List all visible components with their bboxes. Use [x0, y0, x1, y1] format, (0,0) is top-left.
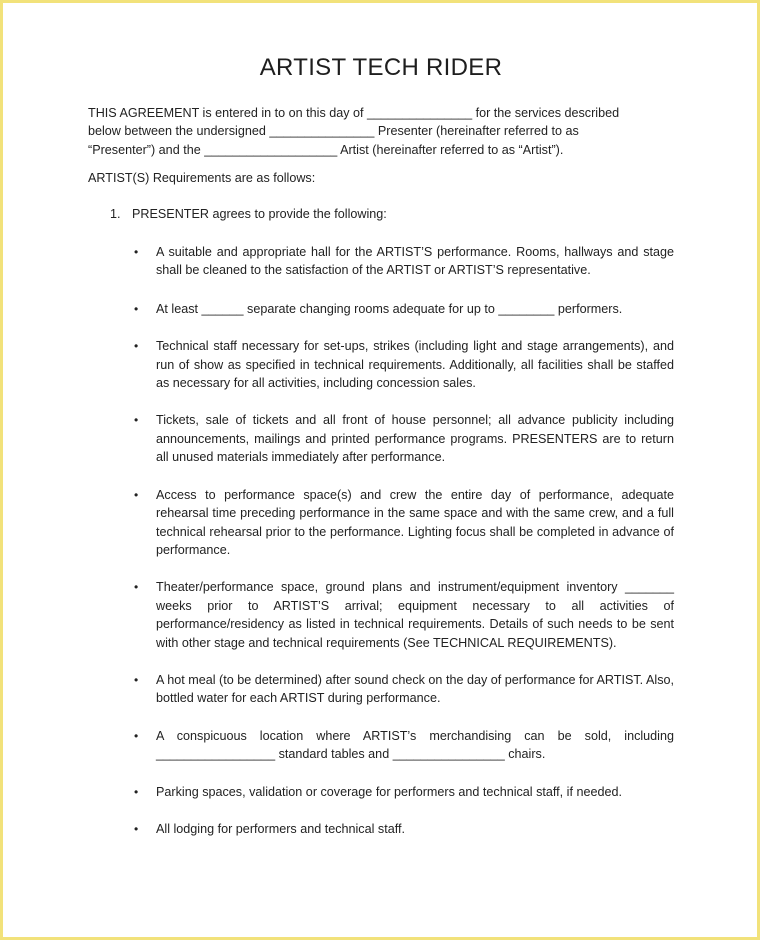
requirement-text: All lodging for performers and technical staff. — [156, 821, 405, 836]
requirement-text: A conspicuous location where ARTIST’s merchandising can be sold, including _________________ standard tables and ________________ chairs. — [156, 728, 674, 762]
requirement-text: Theater/performance space, ground plans and instrument/equipment inventory _______ weeks prior to ARTIST’S arrival; equipment necessary to all activities of performance/residency as listed in technical requirements. Details of such needs to be sent with other stage and technical requirements (See TECHNICAL REQUIREMENTS). — [156, 580, 674, 650]
requirement-text: Tickets, sale of tickets and all front of house personnel; all advance publicity including announcements, mailings and printed performance programs. PRESENTERS are to return all unused materials immediately after performance. — [156, 413, 674, 465]
document-title: ARTIST TECH RIDER — [259, 54, 503, 81]
requirement-item — [88, 727, 674, 764]
requirement-item — [88, 243, 674, 280]
bullet-icon: • — [134, 784, 139, 799]
bullet-icon: • — [134, 821, 139, 836]
bullet-icon: • — [134, 413, 139, 428]
bullet-icon: • — [134, 245, 139, 260]
bullet-icon: • — [134, 487, 139, 502]
requirement-text: Access to performance space(s) and crew the entire day of performance, adequate rehearsal time preceding performance in the same space and with the same crew, and a full technical rehearsal prior to the performance. Lighting focus shall be completed in advance of performance. — [156, 487, 674, 557]
bullet-icon: • — [134, 672, 139, 687]
agreement-line: “Presenter”) and the ___________________ Artist (hereinafter referred to as “Artist”). — [88, 142, 564, 157]
requirement-item — [88, 486, 674, 560]
section-1-heading — [110, 205, 674, 223]
requirement-text: A hot meal (to be determined) after sound check on the day of performance for ARTIST. Also, bottled water for each ARTIST during performance. — [156, 672, 674, 706]
section-heading-text: PRESENTER agrees to provide the following: — [132, 206, 387, 221]
document-page — [88, 52, 674, 838]
agreement-line: below between the undersigned _______________ Presenter (hereinafter referred to as — [88, 124, 579, 139]
requirement-item — [88, 300, 674, 318]
bullet-icon: • — [134, 339, 139, 354]
requirement-text: Parking spaces, validation or coverage for performers and technical staff, if needed. — [156, 784, 622, 799]
requirement-item — [88, 783, 674, 801]
section-number: 1. — [110, 206, 121, 221]
requirement-text: At least ______ separate changing rooms adequate for up to ________ performers. — [156, 301, 623, 316]
requirement-item — [88, 337, 674, 392]
requirement-item — [88, 578, 674, 652]
requirement-text: Technical staff necessary for set-ups, strikes (including light and stage arrangements), and run of show as specified in technical requirements. Additionally, all facilities shall be staffed as necessary for all activities, including concession sales. — [156, 339, 674, 391]
requirements-intro: ARTIST(S) Requirements are as follows: — [88, 171, 316, 186]
bullet-icon: • — [134, 580, 139, 595]
requirement-text: A suitable and appropriate hall for the ARTIST’S performance. Rooms, hallways and stage shall be cleaned to the satisfaction of the ARTIST or ARTIST’S representative. — [156, 245, 674, 278]
requirements-list — [88, 243, 674, 838]
requirement-item — [88, 820, 674, 838]
bullet-icon: • — [134, 301, 139, 316]
agreement-paragraph — [88, 104, 674, 159]
bullet-icon: • — [134, 728, 139, 743]
agreement-line: THIS AGREEMENT is entered in to on this day of _______________ for the services described — [88, 106, 620, 120]
requirement-item — [88, 411, 674, 466]
requirement-item — [88, 671, 674, 708]
